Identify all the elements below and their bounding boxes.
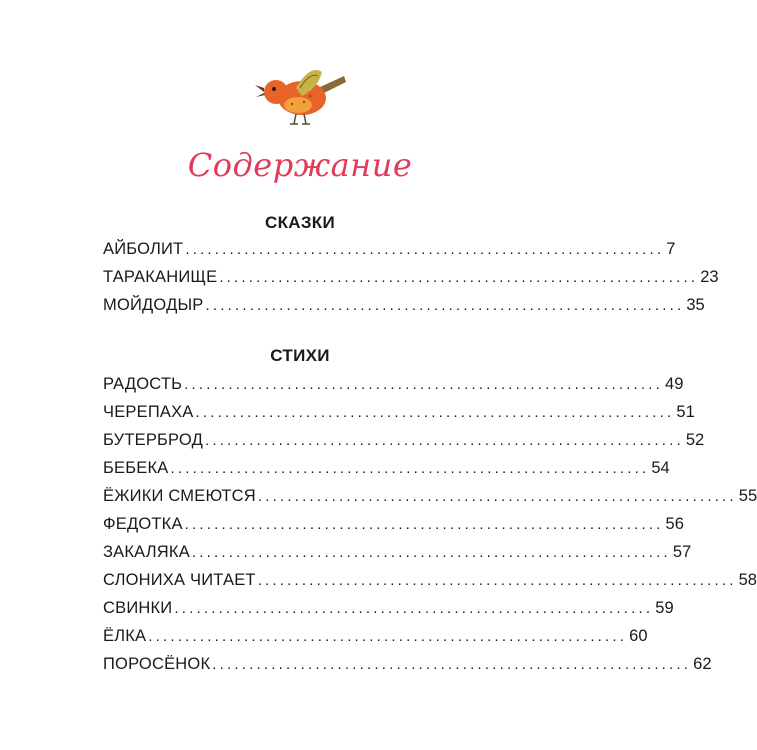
page-title: Содержание xyxy=(187,146,413,184)
toc-dot-leader: ................................................................. xyxy=(170,460,650,477)
toc-page-number: 59 xyxy=(655,599,674,617)
toc-item-title: СВИНКИ xyxy=(103,599,173,617)
toc-item[interactable] xyxy=(103,543,692,571)
toc-page-number: 51 xyxy=(676,403,695,421)
toc-item-title: АЙБОЛИТ xyxy=(103,240,184,258)
toc-item-title: ЗАКАЛЯКА xyxy=(103,543,190,561)
toc-dot-leader: ................................................................. xyxy=(148,628,628,645)
toc-item[interactable] xyxy=(103,571,757,599)
toc-item-title: ЁЖИКИ СМЕЮТСЯ xyxy=(103,487,256,505)
toc-item[interactable] xyxy=(103,487,757,515)
toc-item-title: ПОРОСЁНОК xyxy=(103,655,211,673)
toc-item-title: ЁЛКА xyxy=(103,627,147,645)
toc-dot-leader: ................................................................. xyxy=(212,656,692,673)
toc-item[interactable] xyxy=(103,375,684,403)
toc-item-title: СЛОНИХА ЧИТАЕТ xyxy=(103,571,256,589)
toc-item[interactable] xyxy=(103,627,648,655)
toc-dot-leader: ................................................................. xyxy=(257,488,737,505)
toc-page-number: 56 xyxy=(665,515,684,533)
toc-item[interactable] xyxy=(103,655,712,683)
toc-item[interactable] xyxy=(103,268,719,296)
toc-page-number: 35 xyxy=(686,296,705,314)
toc-item-title: БУТЕРБРОД xyxy=(103,431,203,449)
toc-dot-leader: ................................................................. xyxy=(174,600,654,617)
toc-item[interactable] xyxy=(103,431,705,459)
toc-page-number: 57 xyxy=(672,543,692,561)
toc-dot-leader: ................................................................. xyxy=(257,572,737,589)
toc-item-title: ФЕДОТКА xyxy=(103,515,183,533)
toc-page-number: 52 xyxy=(685,431,705,449)
toc-item-title: МОЙДОДЫР xyxy=(103,296,204,314)
toc-item[interactable] xyxy=(103,296,705,324)
toc-dot-leader: ................................................................. xyxy=(184,516,664,533)
toc-page-number: 23 xyxy=(700,268,719,286)
toc-page-number: 62 xyxy=(693,655,712,673)
toc-item[interactable] xyxy=(103,240,676,268)
toc-item-title: РАДОСТЬ xyxy=(103,375,183,393)
toc-page-number: 58 xyxy=(738,571,757,589)
toc-page-number: 49 xyxy=(665,375,684,393)
toc-list-skazki xyxy=(103,240,719,324)
toc-item[interactable] xyxy=(103,403,695,431)
toc-item[interactable] xyxy=(103,515,684,543)
toc-dot-leader: ................................................................. xyxy=(205,297,685,314)
toc-page-number: 60 xyxy=(629,627,648,645)
section-heading-skazki: СКАЗКИ xyxy=(265,213,335,232)
toc-item-title: ТАРАКАНИЩЕ xyxy=(103,268,218,286)
toc-item-title: БЕБЕКА xyxy=(103,459,169,477)
toc-dot-leader: ................................................................. xyxy=(185,241,665,258)
toc-page-number: 54 xyxy=(651,459,670,477)
toc-page-number: 7 xyxy=(666,240,676,258)
toc-item[interactable] xyxy=(103,599,674,627)
toc-dot-leader: ................................................................. xyxy=(219,269,699,286)
toc-dot-leader: ................................................................. xyxy=(195,404,675,421)
toc-page-number: 55 xyxy=(738,487,757,505)
robin-bird-illustration xyxy=(252,58,352,128)
toc-list-stikhi xyxy=(103,375,757,683)
toc-item-title: ЧЕРЕПАХА xyxy=(103,403,194,421)
toc-item[interactable] xyxy=(103,459,670,487)
toc-dot-leader: ................................................................. xyxy=(184,376,664,393)
toc-dot-leader: ................................................................. xyxy=(204,432,684,449)
toc-dot-leader: ................................................................. xyxy=(191,544,671,561)
section-heading-stikhi: СТИХИ xyxy=(270,346,330,365)
